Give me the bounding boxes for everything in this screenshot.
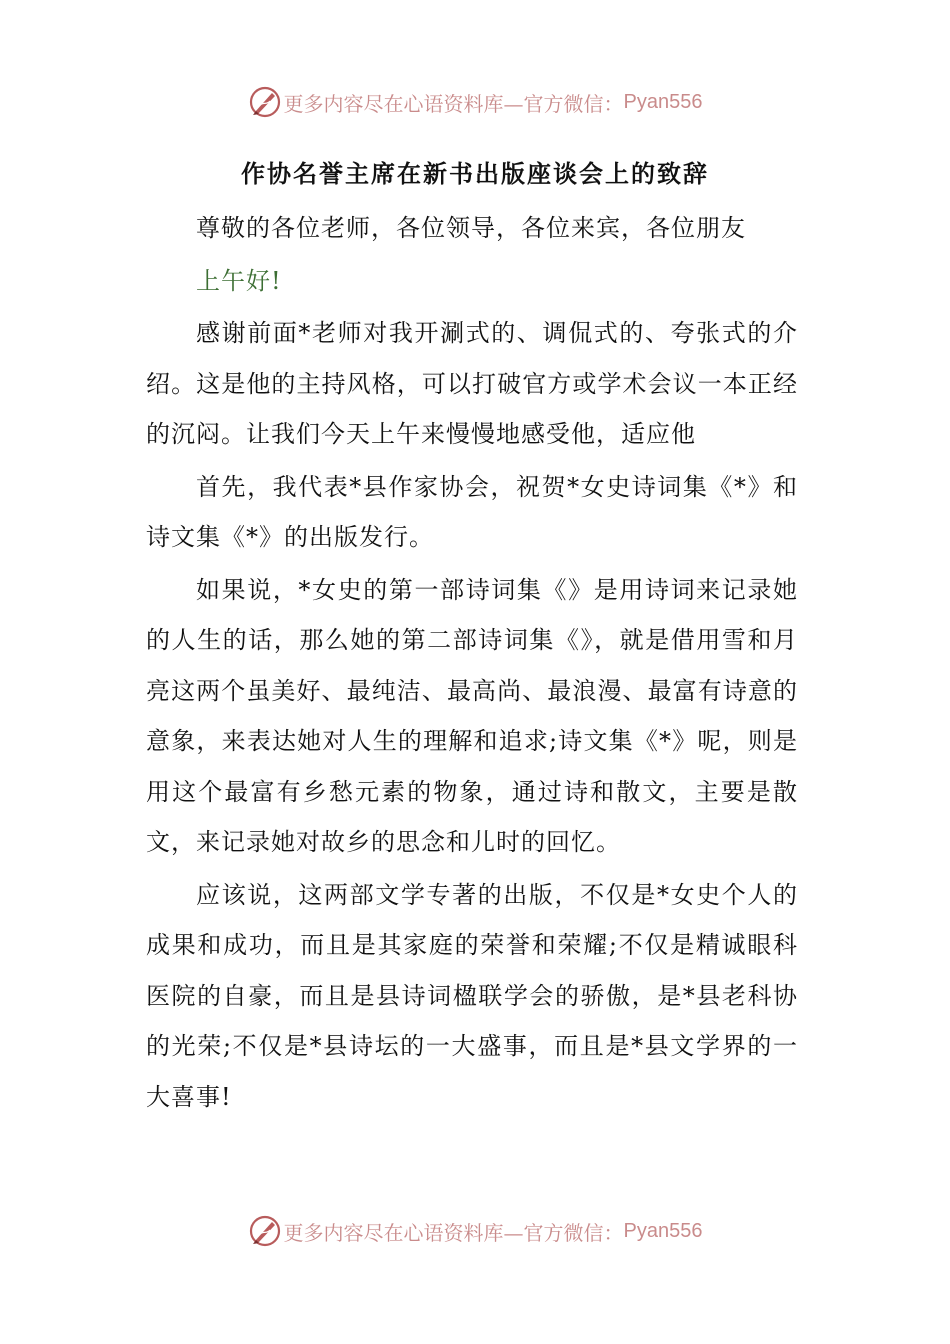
- paragraph: 首先，我代表*县作家协会，祝贺*女史诗词集《*》和诗文集《*》的出版发行。: [146, 472, 798, 551]
- banner-wechat-id: Pyan556: [623, 1219, 703, 1242]
- header-banner: [0, 82, 950, 122]
- banner-text: 更多内容尽在心语资料库—官方微信：: [283, 91, 624, 116]
- paragraph: 应该说，这两部文学专著的出版，不仅是*女史个人的成果和成功，而且是其家庭的荣誉和荣耀;不仅是精诚眼科医院的自豪，而且是县诗词楹联学会的骄傲，是*县老科协的光荣;不仅是*县诗坛的一大盛事，而且是*县文学界的一大喜事!: [146, 880, 798, 1111]
- footer-banner: [0, 1211, 950, 1251]
- pen-logo-icon: [248, 85, 282, 119]
- salutation: 尊敬的各位老师，各位领导，各位来宾，各位朋友: [196, 214, 746, 242]
- document-title: 作协名誉主席在新书出版座谈会上的致辞: [241, 159, 709, 188]
- banner-wechat-id: Pyan556: [623, 90, 703, 113]
- document-body: [146, 203, 798, 1122]
- paragraph: 感谢前面*老师对我开涮式的、调侃式的、夸张式的介绍。这是他的主持风格，可以打破官方或学术会议一本正经的沉闷。让我们今天上午来慢慢地感受他，适应他: [146, 319, 798, 448]
- paragraph: 如果说，*女史的第一部诗词集《》是用诗词来记录她的人生的话，那么她的第二部诗词集《》，就是借用雪和月亮这两个虽美好、最纯洁、最高尚、最浪漫、最富有诗意的意象，来表达她对人生的理解和追求;诗文集《*》呢，则是用这个最富有乡愁元素的物象，通过诗和散文，主要是散文，来记录她对故乡的思念和儿时的回忆。: [146, 575, 798, 856]
- pen-logo-icon: [248, 1214, 282, 1248]
- banner-text: 更多内容尽在心语资料库—官方微信：: [283, 1220, 624, 1245]
- greeting: 上午好!: [196, 266, 282, 295]
